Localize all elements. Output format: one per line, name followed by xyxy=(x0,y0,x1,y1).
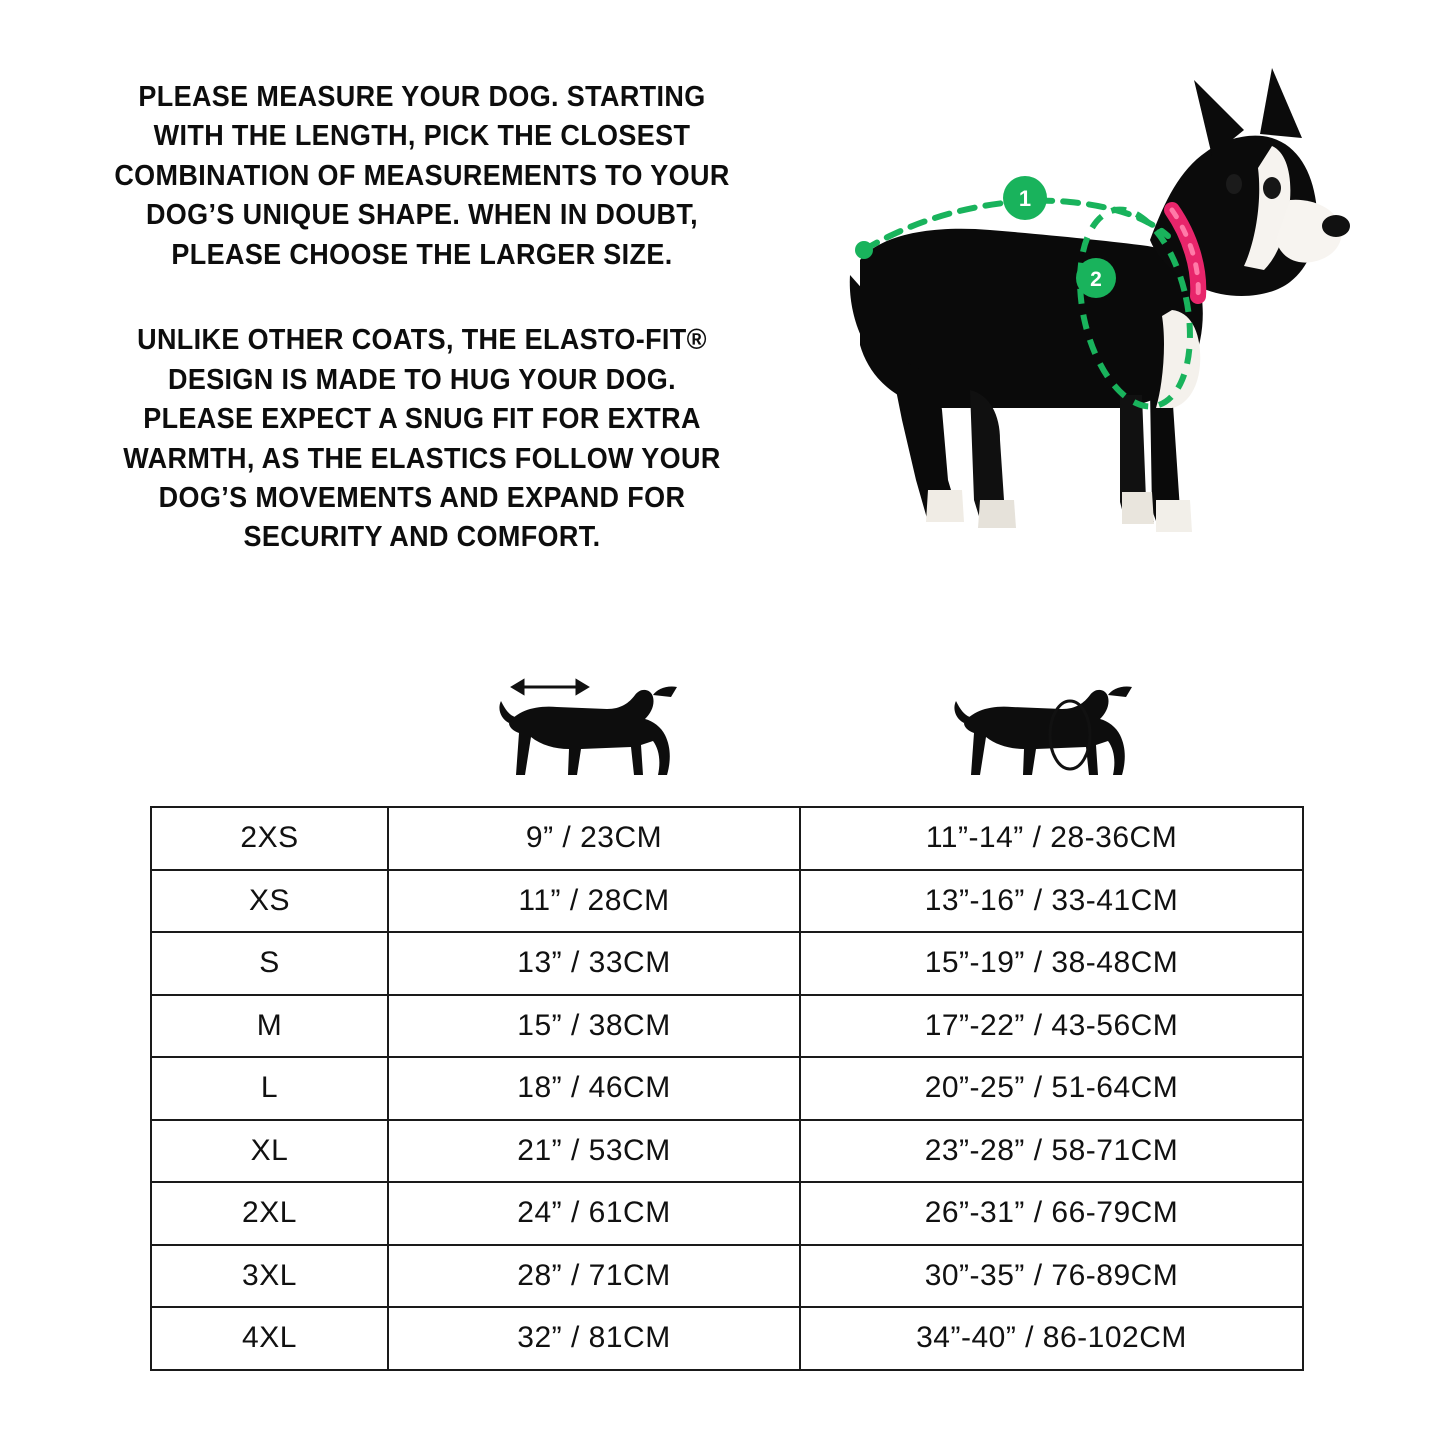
instructions-paragraph-1: PLEASE MEASURE YOUR DOG. STARTING WITH THE LENGTH, PICK THE CLOSEST COMBINATION OF MEASUREMENTS TO YOUR DOG’S UNIQUE SHAPE. WHEN IN DOUBT, PLEASE CHOOSE THE LARGER SIZE. xyxy=(114,81,730,271)
cell-length: 9” / 23CM xyxy=(388,807,800,870)
cell-size: XL xyxy=(151,1120,388,1183)
cell-length: 32” / 81CM xyxy=(388,1307,800,1370)
size-chart-table xyxy=(150,806,1296,1355)
dog-length-icon xyxy=(495,675,685,795)
table-row xyxy=(151,932,1303,995)
cell-length: 13” / 33CM xyxy=(388,932,800,995)
table-row xyxy=(151,1245,1303,1308)
table-row xyxy=(151,807,1303,870)
dog-girth-icon xyxy=(950,675,1140,795)
table-row xyxy=(151,995,1303,1058)
cell-size: S xyxy=(151,932,388,995)
cell-girth: 13”-16” / 33-41CM xyxy=(800,870,1303,933)
cell-length: 11” / 28CM xyxy=(388,870,800,933)
dog-measurement-diagram xyxy=(820,60,1380,580)
instructions-paragraph-2: UNLIKE OTHER COATS, THE ELASTO-FIT® DESIGN IS MADE TO HUG YOUR DOG. PLEASE EXPECT A SNUG FIT FOR EXTRA WARMTH, AS THE ELASTICS FOLLOW YOUR DOG’S MOVEMENTS AND EXPAND FOR SECURITY AND COMFORT. xyxy=(123,324,721,554)
cell-girth: 17”-22” / 43-56CM xyxy=(800,995,1303,1058)
cell-girth: 23”-28” / 58-71CM xyxy=(800,1120,1303,1183)
cell-girth: 26”-31” / 66-79CM xyxy=(800,1182,1303,1245)
cell-size: M xyxy=(151,995,388,1058)
table-row xyxy=(151,1120,1303,1183)
table-row xyxy=(151,1057,1303,1120)
cell-size: 2XS xyxy=(151,807,388,870)
cell-length: 28” / 71CM xyxy=(388,1245,800,1308)
cell-girth: 11”-14” / 28-36CM xyxy=(800,807,1303,870)
cell-girth: 34”-40” / 86-102CM xyxy=(800,1307,1303,1370)
cell-girth: 30”-35” / 76-89CM xyxy=(800,1245,1303,1308)
cell-length: 24” / 61CM xyxy=(388,1182,800,1245)
length-icon-cell xyxy=(385,660,795,795)
dog-photo-illustration xyxy=(850,68,1350,532)
cell-girth: 15”-19” / 38-48CM xyxy=(800,932,1303,995)
table-row xyxy=(151,870,1303,933)
cell-length: 18” / 46CM xyxy=(388,1057,800,1120)
girth-icon-cell xyxy=(795,660,1295,795)
cell-size: 2XL xyxy=(151,1182,388,1245)
instructions-block xyxy=(86,78,758,558)
cell-size: L xyxy=(151,1057,388,1120)
marker-2-label: 2 xyxy=(1090,268,1102,291)
cell-size: XS xyxy=(151,870,388,933)
cell-length: 21” / 53CM xyxy=(388,1120,800,1183)
table-row xyxy=(151,1307,1303,1370)
column-icons xyxy=(150,660,1295,795)
cell-size: 4XL xyxy=(151,1307,388,1370)
cell-size: 3XL xyxy=(151,1245,388,1308)
marker-1-label: 1 xyxy=(1018,186,1032,211)
cell-girth: 20”-25” / 51-64CM xyxy=(800,1057,1303,1120)
table-row xyxy=(151,1182,1303,1245)
cell-length: 15” / 38CM xyxy=(388,995,800,1058)
